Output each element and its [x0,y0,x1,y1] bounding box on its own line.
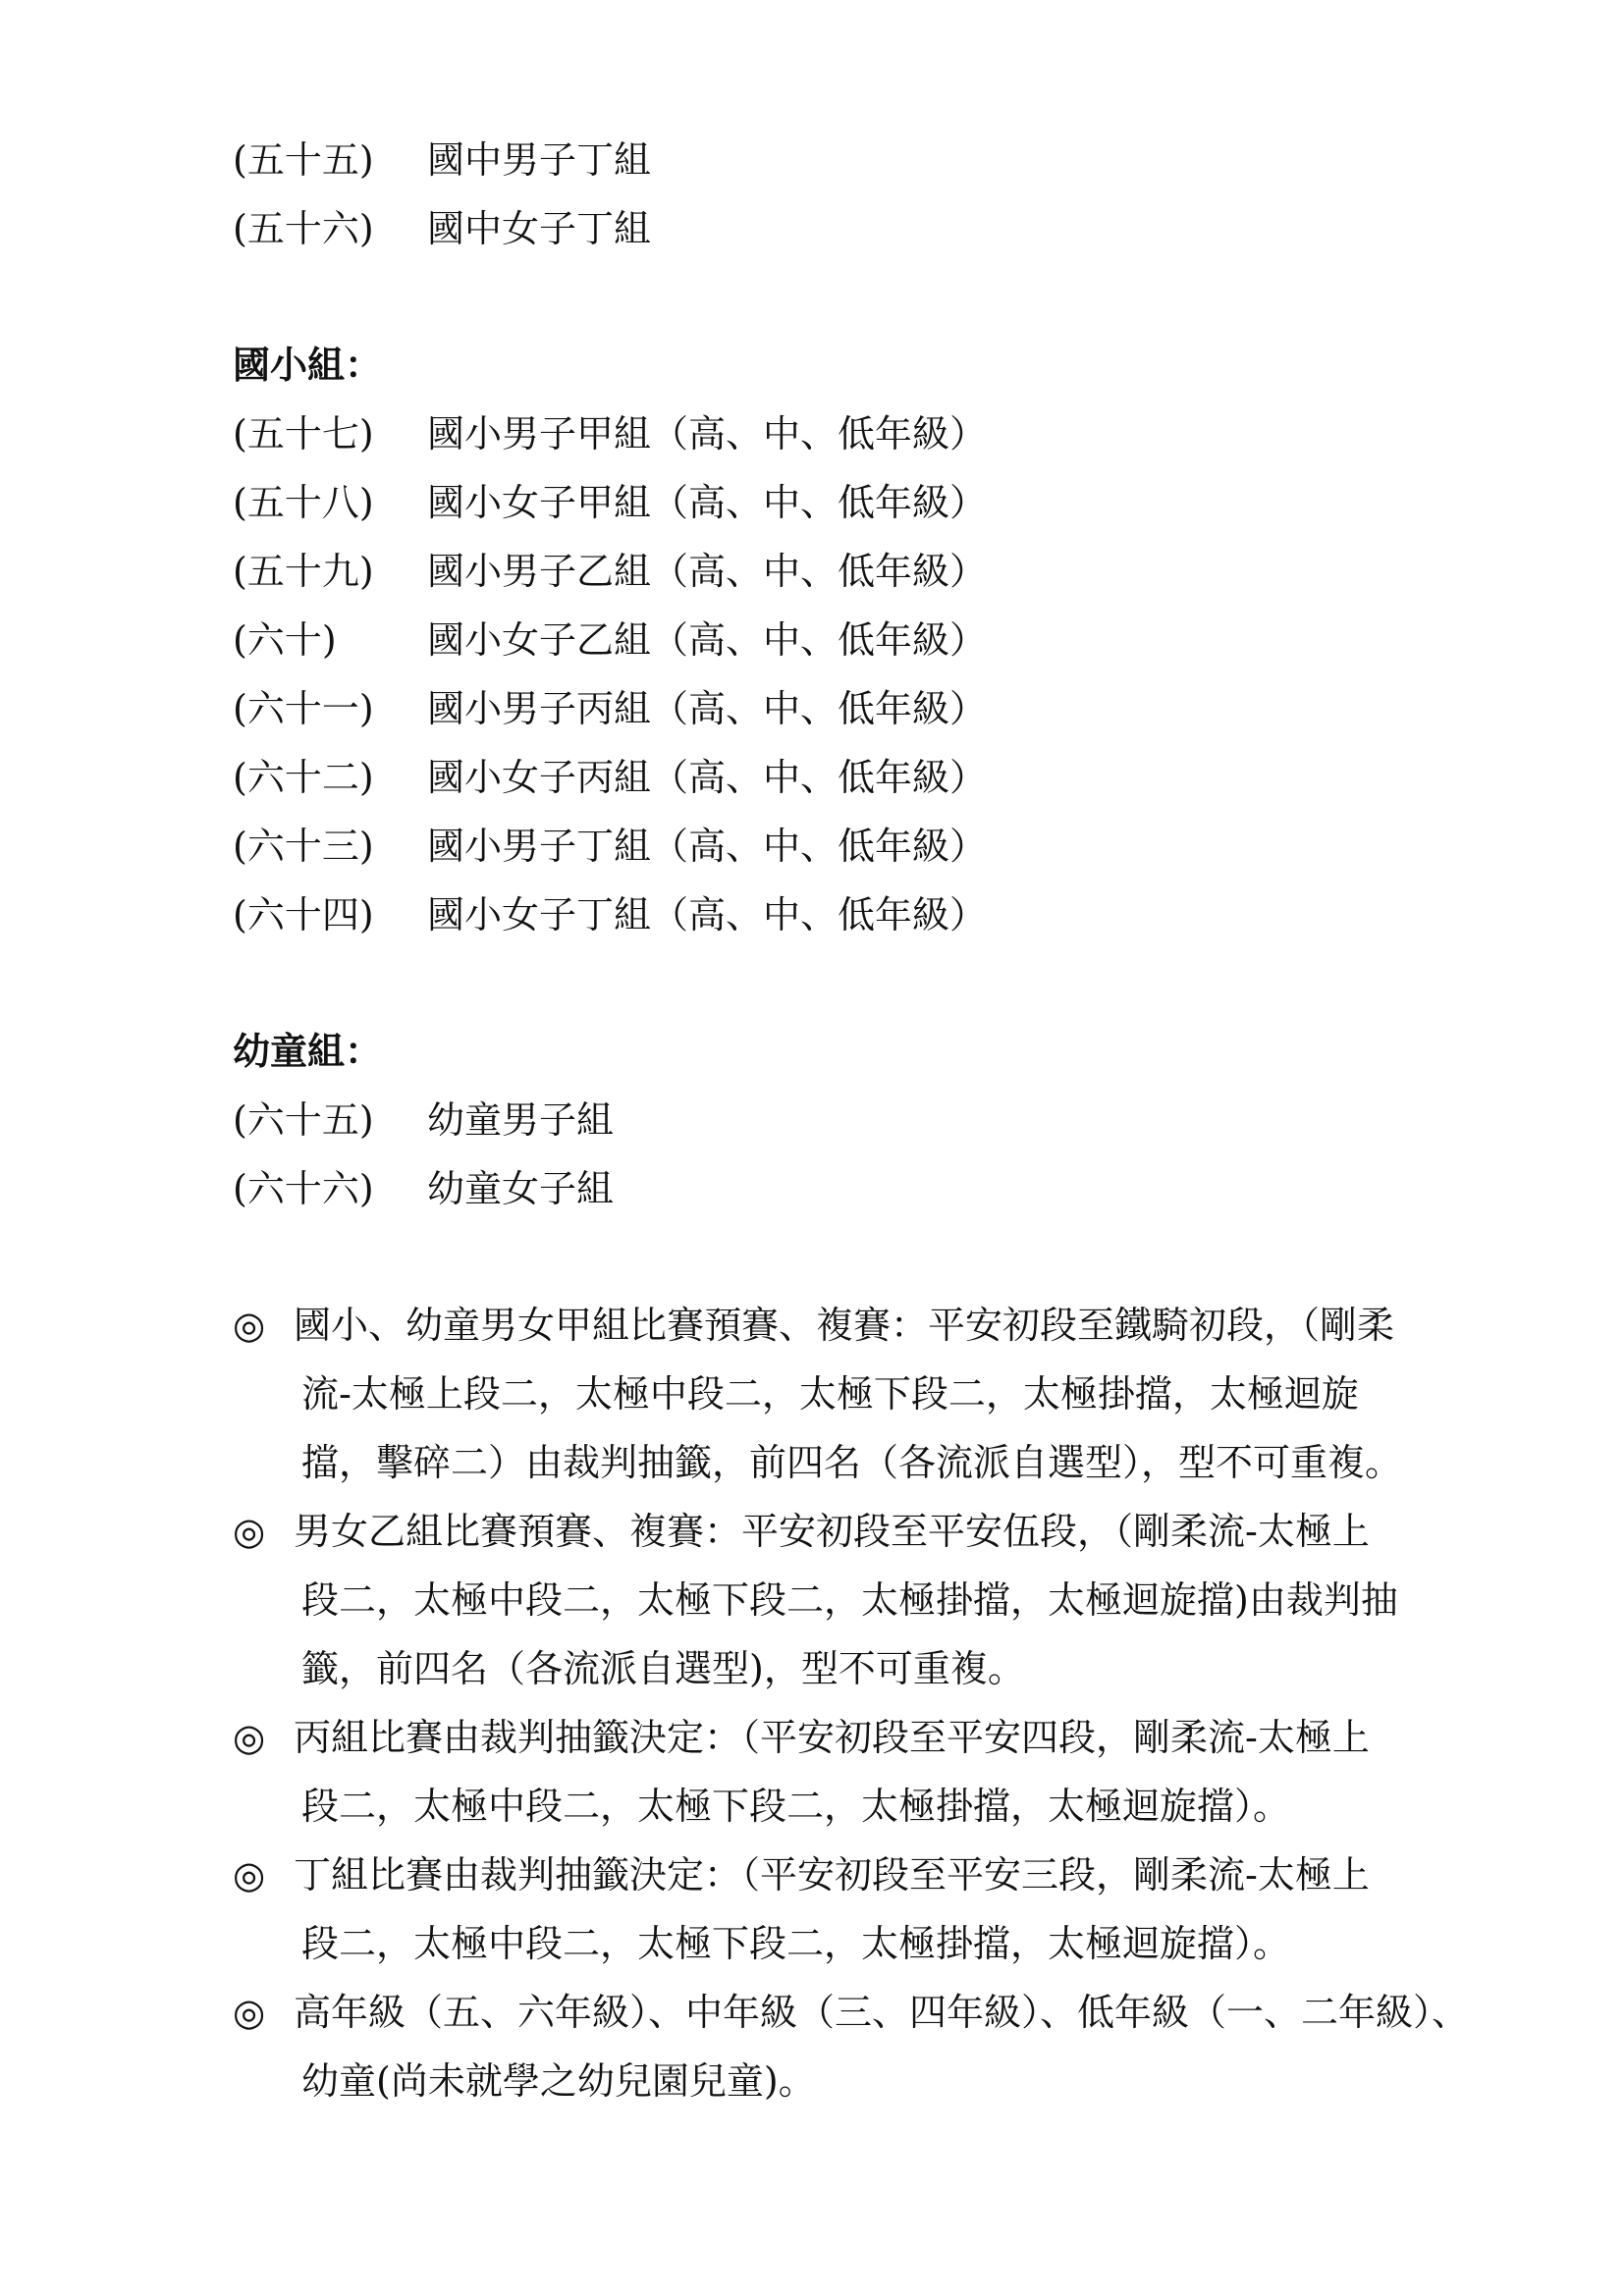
item-number: (六十二) [233,756,374,799]
item-number: (六十四) [233,893,374,936]
note-line: 幼童(尚未就學之幼兒園兒童)。 [301,2059,816,2103]
item-number: (五十八) [233,481,374,524]
item-label: 國小女子丙組（高、中、低年級） [427,756,988,799]
item-label: 國小男子乙組（高、中、低年級） [427,550,988,593]
section-gap [233,263,1440,331]
item-number: (五十六) [233,207,374,250]
item-number: (六十五) [233,1098,374,1142]
page-content [233,126,1470,2115]
note-line: 丁組比賽由裁判抽籤決定：（平安初段至平安三段，剛柔流-太極上 [294,1853,1370,1896]
note-text [294,1703,1440,1841]
item-label: 國中女子丁組 [427,207,652,250]
note-item [233,1497,1440,1703]
note-item [233,1841,1440,1978]
bullet-icon: ◎ [233,1510,266,1553]
bullet-icon: ◎ [233,1304,266,1347]
section-gap [233,949,1440,1017]
children-section [233,1017,1440,1223]
notes-section [233,1291,1470,2115]
bullet-icon: ◎ [233,1991,266,2034]
section-heading: 幼童組： [233,1029,383,1073]
note-line: 段二，太極中段二，太極下段二，太極掛擋，太極迴旋擋）。 [301,1922,1291,1965]
section-heading: 國小組： [233,343,383,387]
item-label: 國小女子乙組（高、中、低年級） [427,618,988,662]
item-number: (五十五) [233,138,374,182]
item-number: (六十三) [233,825,374,868]
note-item [233,1291,1440,1497]
list-item [233,606,1440,674]
junior-high-list [233,126,1440,263]
item-label: 國小男子丙組（高、中、低年級） [427,687,988,730]
item-number: (六十) [233,618,337,662]
list-item [233,674,1440,743]
item-label: 國中男子丁組 [427,138,652,182]
note-line: 流-太極上段二，太極中段二，太極下段二，太極掛擋，太極迴旋 [301,1372,1359,1415]
note-line: 國小、幼童男女甲組比賽預賽、複賽：平安初段至鐵騎初段，（剛柔 [294,1304,1395,1347]
list-item [233,468,1440,537]
item-label: 國小女子丁組（高、中、低年級） [427,893,988,936]
note-line: 擋，擊碎二）由裁判抽籤，前四名（各流派自選型），型不可重複。 [301,1441,1403,1484]
list-item [233,400,1440,468]
bullet-icon: ◎ [233,1716,266,1759]
item-label: 國小男子丁組（高、中、低年級） [427,825,988,868]
elementary-section [233,331,1440,949]
list-item [233,194,1440,263]
item-label: 幼童男子組 [427,1098,615,1142]
note-line: 籤，前四名（各流派自選型)，型不可重複。 [301,1647,1025,1690]
note-text [294,1291,1440,1497]
list-item [233,881,1440,949]
note-text [294,1497,1440,1703]
note-line: 段二，太極中段二，太極下段二，太極掛擋，太極迴旋擋）。 [301,1785,1291,1828]
note-line: 高年級（五、六年級）、中年級（三、四年級）、低年級（一、二年級）、 [294,1991,1470,2034]
item-number: (六十六) [233,1167,374,1210]
list-item [233,812,1440,881]
note-item [233,1978,1470,2115]
item-label: 國小女子甲組（高、中、低年級） [427,481,988,524]
item-number: (五十九) [233,550,374,593]
list-item [233,1154,1440,1223]
item-number: (五十七) [233,412,374,455]
item-label: 幼童女子組 [427,1167,615,1210]
list-item [233,126,1440,194]
note-line: 男女乙組比賽預賽、複賽：平安初段至平安伍段，（剛柔流-太極上 [294,1510,1370,1553]
item-label: 國小男子甲組（高、中、低年級） [427,412,988,455]
note-text [294,1841,1440,1978]
note-item [233,1703,1440,1841]
note-line: 段二，太極中段二，太極下段二，太極掛擋，太極迴旋擋)由裁判抽 [301,1578,1398,1622]
list-item [233,1086,1440,1154]
list-item [233,743,1440,812]
bullet-icon: ◎ [233,1853,266,1896]
note-text [294,1978,1470,2115]
section-gap [233,1223,1440,1291]
list-item [233,537,1440,606]
item-number: (六十一) [233,687,374,730]
note-line: 丙組比賽由裁判抽籤決定：（平安初段至平安四段，剛柔流-太極上 [294,1716,1370,1759]
